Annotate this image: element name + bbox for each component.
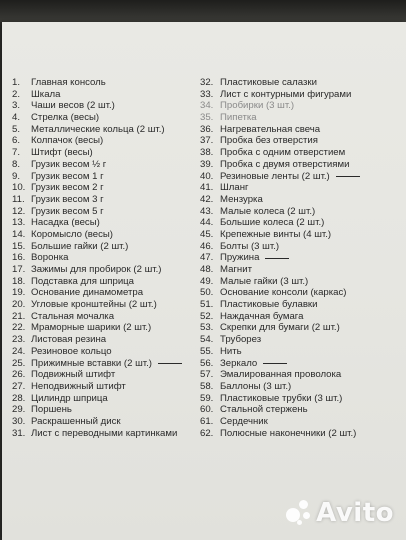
item-text: Наждачная бумага [220,310,304,322]
list-item [12,358,198,370]
item-text: Основание динамометра [31,287,144,299]
item-text: Зеркало [220,357,258,369]
list-item [12,124,198,136]
list-item [12,346,198,358]
item-number: 6. [12,135,21,147]
item-text: Стальной стержень [220,404,308,416]
item-number: 31. [12,427,26,439]
item-number: 42. [200,193,214,205]
item-number: 35. [200,112,214,124]
list-item [200,369,406,381]
list-item [200,77,406,89]
list-item [200,264,406,276]
item-text: Большие колеса (2 шт.) [220,217,325,229]
item-text: Пробка с одним отверстием [220,147,346,159]
item-number: 40. [200,170,214,182]
item-text: Зажимы для пробирок (2 шт.) [31,264,162,275]
item-number: 7. [12,147,21,159]
list-item [200,404,406,416]
list-item [12,89,198,101]
item-number: 53. [200,322,214,334]
item-text: Труборез [220,334,262,346]
item-number: 54. [200,334,214,346]
parts-list-sheet [2,22,406,540]
item-text: Пластиковые булавки [220,299,318,311]
item-text: Болты (3 шт.) [220,240,280,252]
item-text: Грузик весом ½ г [31,158,107,170]
list-item [200,416,406,428]
item-number: 1. [12,77,21,88]
list-item [12,135,198,147]
parts-list-left-column [12,77,198,439]
list-item [12,404,198,416]
item-number: 13. [12,217,26,229]
item-number: 60. [200,404,214,416]
item-number: 36. [200,123,214,135]
item-text: Эмалированная проволока [220,369,342,381]
item-number: 49. [200,275,214,287]
item-text: Большие гайки (2 шт.) [31,240,129,252]
pen-mark-line [263,363,287,364]
item-number: 26. [12,369,26,381]
list-item [200,147,406,159]
item-number: 48. [200,264,214,275]
item-number: 11. [12,193,25,205]
item-text: Раскрашенный диск [31,415,121,427]
item-number: 19. [12,287,26,299]
item-number: 50. [200,287,214,299]
list-item [12,171,198,183]
item-number: 46. [200,240,214,252]
list-item [200,428,406,440]
list-item [12,182,198,194]
item-number: 28. [12,392,26,404]
pen-mark-line [336,176,360,177]
item-number: 37. [200,135,214,147]
item-text: Пластиковые салазки [220,77,317,88]
item-text: Мензурка [220,193,263,205]
item-number: 23. [12,334,26,346]
item-number: 38. [200,147,214,159]
item-number: 3. [12,100,21,112]
item-text: Скрепки для бумаги (2 шт.) [220,322,340,334]
list-item [12,100,198,112]
list-item [200,89,406,101]
item-text: Колпачок (весы) [31,135,104,147]
item-text: Шланг [220,182,249,194]
item-text: Основание консоли (каркас) [220,287,347,299]
pen-mark-line [158,363,182,364]
list-item [200,135,406,147]
item-number: 15. [12,240,26,252]
list-item [12,159,198,171]
item-text: Стальная мочалка [31,310,115,322]
list-item [200,381,406,393]
item-text: Магнит [220,264,252,275]
pen-mark-line [265,258,289,259]
item-text: Прижимные вставки (2 шт.) [31,357,152,369]
list-item [200,299,406,311]
item-number: 5. [12,123,21,135]
item-text: Баллоны (3 шт.) [220,380,292,392]
item-number: 9. [12,170,21,182]
list-item [200,100,406,112]
item-text: Малые колеса (2 шт.) [220,205,316,217]
list-item [200,171,406,183]
item-text: Пластиковые трубки (3 шт.) [220,392,343,404]
avito-watermark [286,498,394,528]
item-number: 2. [12,88,21,100]
list-item [12,393,198,405]
list-item [12,334,198,346]
item-text: Листовая резина [31,334,107,346]
item-number: 24. [12,345,26,357]
list-item [12,77,198,89]
item-number: 22. [12,322,26,334]
item-text: Металлические кольца (2 шт.) [31,123,165,135]
list-item [200,322,406,334]
list-item [12,112,198,124]
item-number: 41. [200,182,214,194]
list-item [12,229,198,241]
item-text: Шкала [31,88,61,100]
item-text: Резиновое кольцо [31,345,112,357]
item-number: 33. [200,88,214,100]
list-item [200,124,406,136]
item-number: 27. [12,380,26,392]
list-item [12,428,198,440]
item-text: Малые гайки (3 шт.) [220,275,309,287]
item-number: 62. [200,427,214,439]
item-text: Мраморные шарики (2 шт.) [31,322,152,334]
item-number: 56. [200,357,214,369]
avito-dots-icon [286,500,312,526]
item-text: Пипетка [220,112,257,124]
item-text: Коромысло (весы) [31,228,113,240]
item-number: 29. [12,404,26,416]
list-item [200,252,406,264]
list-item [12,252,198,264]
list-item [12,217,198,229]
list-item [12,276,198,288]
list-item [200,159,406,171]
item-text: Подставка для шприца [31,275,135,287]
item-number: 61. [200,415,214,427]
list-item [200,287,406,299]
item-text: Пробирки (3 шт.) [220,100,295,112]
item-text: Стрелка (весы) [31,112,100,124]
item-text: Главная консоль [31,77,106,88]
item-number: 52. [200,310,214,322]
item-number: 44. [200,217,214,229]
item-text: Угловые кронштейны (2 шт.) [31,299,157,311]
list-item [200,358,406,370]
background-top [0,0,406,22]
item-number: 47. [200,252,214,264]
item-number: 10. [12,182,26,194]
item-text: Полюсные наконечники (2 шт.) [220,427,357,439]
item-number: 30. [12,415,26,427]
item-number: 39. [200,158,214,170]
item-text: Лист с переводными картинками [31,427,178,439]
item-text: Подвижный штифт [31,369,116,381]
item-number: 57. [200,369,214,381]
list-item [12,206,198,218]
item-text: Насадка (весы) [31,217,100,229]
list-item [12,194,198,206]
item-text: Штифт (весы) [31,147,93,159]
item-text: Крепежные винты (4 шт.) [220,228,332,240]
item-text: Грузик весом 1 г [31,170,104,182]
list-item [12,241,198,253]
item-number: 45. [200,228,214,240]
item-number: 51. [200,299,214,311]
item-text: Пробка с двумя отверстиями [220,158,350,170]
watermark-brand: Avito [316,498,394,528]
item-number: 59. [200,392,214,404]
item-text: Неподвижный штифт [31,380,126,392]
item-text: Цилиндр шприца [31,392,108,404]
list-item [200,229,406,241]
parts-list-right-column [200,77,406,439]
item-text: Нить [220,345,242,357]
list-item [200,206,406,218]
list-item [12,416,198,428]
list-item [200,393,406,405]
list-item [12,287,198,299]
item-number: 20. [12,299,26,311]
list-item [200,241,406,253]
item-text: Грузик весом 5 г [31,205,104,217]
list-item [12,264,198,276]
list-item [200,276,406,288]
item-text: Чаши весов (2 шт.) [31,100,115,112]
list-item [12,299,198,311]
item-number: 8. [12,158,21,170]
item-number: 18. [12,275,26,287]
item-text: Поршень [31,404,72,416]
item-text: Воронка [31,252,69,264]
item-number: 55. [200,345,214,357]
item-number: 43. [200,205,214,217]
item-number: 25. [12,357,26,369]
list-item [12,322,198,334]
item-number: 16. [12,252,26,264]
list-item [200,194,406,206]
list-item [12,381,198,393]
item-number: 32. [200,77,214,88]
item-number: 4. [12,112,21,124]
item-number: 12. [12,205,26,217]
list-item [200,311,406,323]
item-text: Грузик весом 2 г [31,182,104,194]
item-number: 34. [200,100,214,112]
item-number: 17. [12,264,26,275]
list-item [200,182,406,194]
list-item [12,311,198,323]
item-text: Пружина [220,252,260,264]
list-item [12,369,198,381]
item-text: Резиновые ленты (2 шт.) [220,170,330,182]
item-number: 21. [12,310,26,322]
list-item [200,112,406,124]
item-text: Пробка без отверстия [220,135,318,147]
item-text: Сердечник [220,415,268,427]
list-item [12,147,198,159]
item-number: 58. [200,380,214,392]
item-number: 14. [12,228,26,240]
item-text: Грузик весом 3 г [31,193,104,205]
list-item [200,334,406,346]
item-text: Лист с контурными фигурами [220,88,352,100]
item-text: Нагревательная свеча [220,123,321,135]
list-item [200,346,406,358]
list-item [200,217,406,229]
